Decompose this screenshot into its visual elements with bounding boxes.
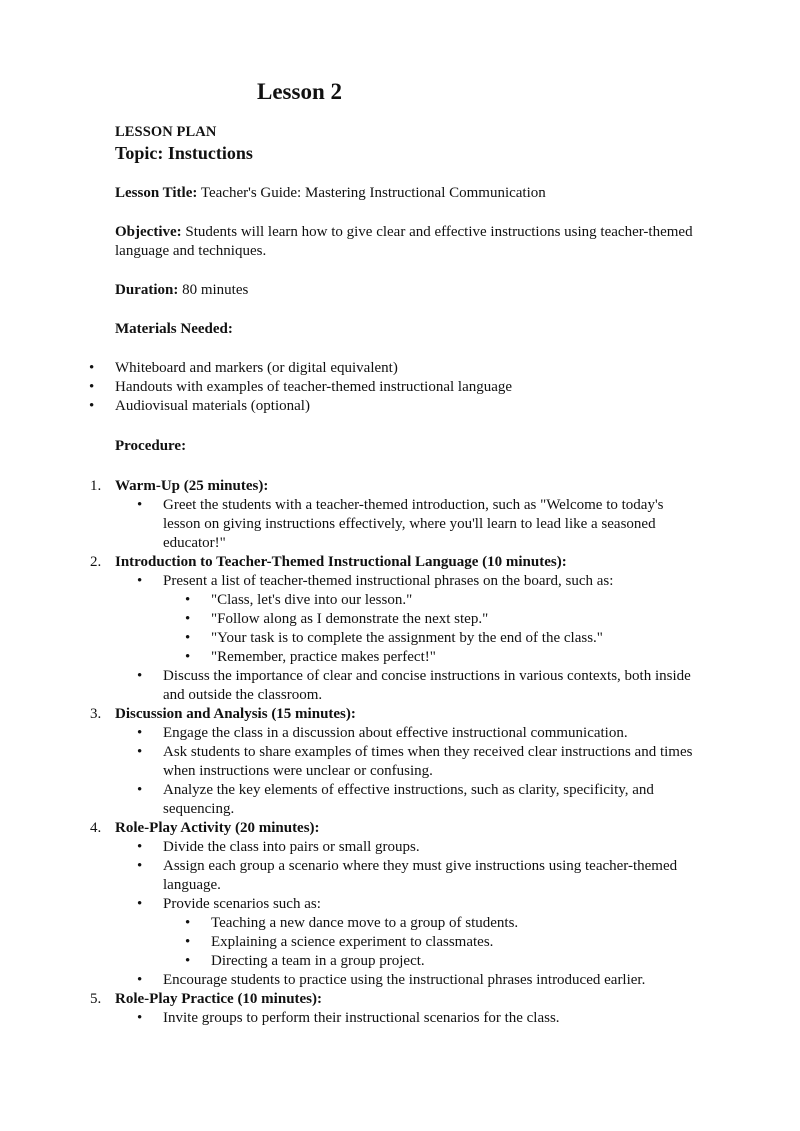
bullet-icon: • — [137, 744, 143, 760]
objective-text: Students will learn how to give clear and effective instructions using teacher-themed — [181, 224, 693, 240]
step-bullet-cont: lesson on giving instructions effectively, where you'll learn to lead like a seasoned — [163, 516, 656, 532]
step-bullet: • Greet the students with a teacher-themed introduction, such as "Welcome to today's — [137, 497, 664, 513]
bullet-icon: • — [89, 379, 95, 395]
step-bullet-cont: and outside the classroom. — [163, 687, 323, 703]
duration-text: 80 minutes — [178, 282, 249, 298]
topic-heading: Topic: Instuctions — [115, 143, 253, 163]
bullet-icon: • — [185, 915, 191, 931]
materials-item: • Whiteboard and markers (or digital equivalent) — [89, 360, 398, 376]
phrase-item: • "Your task is to complete the assignment by the end of the class." — [185, 630, 603, 646]
bullet-icon: • — [137, 725, 143, 741]
bullet-icon: • — [137, 858, 143, 874]
step-bullet: • Engage the class in a discussion about effective instructional communication. — [137, 725, 628, 741]
duration-line — [115, 281, 755, 300]
lesson-title-line — [115, 184, 755, 203]
step-heading: 5. Role-Play Practice (10 minutes): — [90, 991, 323, 1007]
bullet-icon: • — [89, 360, 95, 376]
step-number: 5. — [90, 991, 102, 1007]
step-bullet: • Ask students to share examples of times when they received clear instructions and times — [137, 744, 693, 760]
lesson-heading: Lesson 2 — [257, 79, 342, 104]
step-heading: 3. Discussion and Analysis (15 minutes): — [90, 706, 356, 722]
step-bullet-cont: language. — [163, 877, 221, 893]
bullet-icon: • — [185, 953, 191, 969]
phrase-item: • "Follow along as I demonstrate the next step." — [185, 611, 489, 627]
step-bullet: • Divide the class into pairs or small groups. — [137, 839, 420, 855]
step-bullet: • Assign each group a scenario where they must give instructions using teacher-themed — [137, 858, 678, 874]
materials-item: • Handouts with examples of teacher-themed instructional language — [89, 379, 513, 395]
step-bullet: • Present a list of teacher-themed instructional phrases on the board, such as: — [137, 573, 614, 589]
step-heading: 1. Warm-Up (25 minutes): — [90, 478, 269, 494]
lesson-plan-label: LESSON PLAN — [115, 124, 217, 140]
bullet-icon: • — [185, 630, 191, 646]
bullet-icon: • — [185, 592, 191, 608]
objective-label: Objective: — [115, 224, 182, 240]
scenario-item: • Directing a team in a group project. — [185, 953, 425, 969]
phrase-item: • "Class, let's dive into our lesson." — [185, 592, 413, 608]
bullet-icon: • — [89, 398, 95, 414]
bullet-icon: • — [137, 896, 143, 912]
step-heading: 4. Role-Play Activity (20 minutes): — [90, 820, 320, 836]
bullet-icon: • — [137, 972, 143, 988]
objective-line-1 — [115, 223, 755, 242]
bullet-icon: • — [185, 649, 191, 665]
lesson-title-label: Lesson Title: — [115, 185, 198, 201]
lesson-title-text: Teacher's Guide: Mastering Instructional Communication — [197, 185, 546, 201]
materials-item: • Audiovisual materials (optional) — [89, 398, 310, 414]
bullet-icon: • — [137, 668, 143, 684]
step-bullet-cont: when instructions were unclear or confusing. — [163, 763, 433, 779]
step-bullet: • Provide scenarios such as: — [137, 896, 321, 912]
bullet-icon: • — [137, 1010, 143, 1026]
step-bullet-cont: educator!" — [163, 535, 226, 551]
step-number: 1. — [90, 478, 102, 494]
procedure-heading: Procedure: — [115, 438, 187, 454]
bullet-icon: • — [137, 497, 143, 513]
step-bullet: • Discuss the importance of clear and concise instructions in various contexts, both inside — [137, 668, 691, 684]
bullet-icon: • — [137, 839, 143, 855]
scenario-item: • Explaining a science experiment to classmates. — [185, 934, 494, 950]
materials-heading: Materials Needed: — [115, 321, 233, 337]
step-bullet-cont: sequencing. — [163, 801, 235, 817]
bullet-icon: • — [185, 611, 191, 627]
duration-label: Duration: — [115, 282, 179, 298]
bullet-icon: • — [185, 934, 191, 950]
step-bullet: • Encourage students to practice using the instructional phrases introduced earlier. — [137, 972, 646, 988]
phrase-item: • "Remember, practice makes perfect!" — [185, 649, 436, 665]
step-number: 2. — [90, 554, 102, 570]
step-number: 3. — [90, 706, 102, 722]
step-bullet: • Invite groups to perform their instructional scenarios for the class. — [137, 1010, 560, 1026]
step-heading: 2. Introduction to Teacher-Themed Instructional Language (10 minutes): — [90, 554, 567, 570]
scenario-item: • Teaching a new dance move to a group of students. — [185, 915, 519, 931]
step-bullet: • Analyze the key elements of effective instructions, such as clarity, specificity, and — [137, 782, 654, 798]
bullet-icon: • — [137, 782, 143, 798]
bullet-icon: • — [137, 573, 143, 589]
objective-line-2: language and techniques. — [115, 243, 267, 259]
step-number: 4. — [90, 820, 102, 836]
